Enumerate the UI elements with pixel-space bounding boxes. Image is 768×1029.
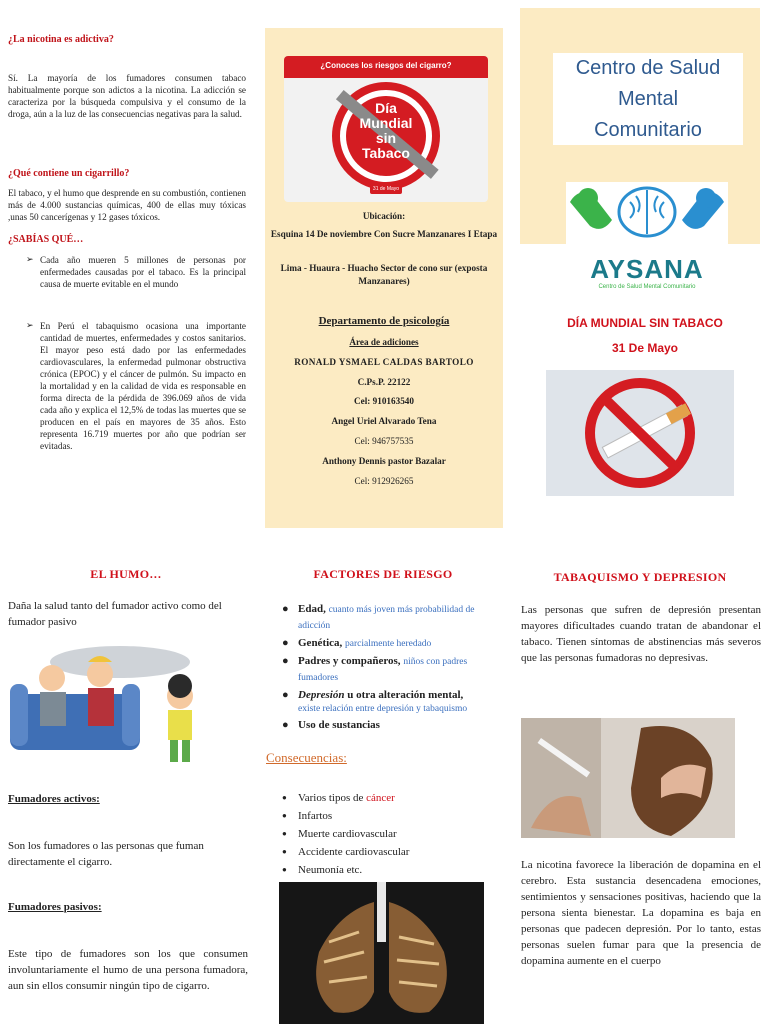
poster-title-line: Mundial (359, 115, 413, 131)
location-label: Ubicación: (362, 211, 406, 221)
lungs-with-cigarettes-icon (279, 882, 484, 1024)
poster-banner: ¿Conoces los riesgos del cigarro? (320, 61, 452, 70)
bullet-dot-icon: ● (282, 637, 289, 649)
logo-subtitle: Centro de Salud Mental Comunitario (598, 284, 696, 290)
risk-factor-note: niños con padres fumadores (298, 657, 468, 683)
active-smokers-label: Fumadores activos: (8, 793, 100, 805)
no-smoking-icon (546, 370, 734, 496)
phone-3: Cel: 912926265 (354, 476, 414, 486)
bullet-dot-icon: ● (282, 811, 287, 820)
area-title: Área de adiciones (349, 337, 419, 347)
risk-factor-name: Padres y compañeros, (298, 655, 401, 667)
center-title-line: Centro de Salud (575, 57, 721, 79)
center-title-line: Comunitario (594, 119, 702, 141)
risk-factor-name: Edad, (298, 603, 326, 615)
phone-1: Cel: 910163540 (354, 396, 414, 406)
member-name-3: Anthony Dennis pastor Bazalar (322, 456, 446, 466)
consequence-item (282, 861, 502, 879)
poster-title-line: Tabaco (362, 145, 410, 161)
aysana-logo (566, 182, 728, 294)
world-no-tobacco-day-poster (284, 56, 488, 202)
smoke-intro: Daña la salud tanto del fumador activo como del fumador pasivo (8, 600, 222, 628)
answer-nicotine: Sí. La mayoría de los fumadores consumen tabaco habitualmente porque son adictos a la nicotina. La adicción se caracteriza por la búsqueda compulsiva y el consumo de la droga, aún a la luz de las consecuencias negativas para la salud. (8, 73, 246, 119)
poster-title-line: Día (375, 100, 397, 116)
consequences-list (282, 789, 502, 879)
did-you-know-heading: ¿SABÍAS QUÉ… (8, 234, 84, 245)
question-nicotine: ¿La nicotina es adictiva? (8, 34, 114, 45)
consequence-highlight: cáncer (366, 792, 395, 804)
brain-logo-icon (566, 182, 728, 262)
consequence-text: Neumonía etc. (298, 864, 363, 876)
sad-smoker-photo-icon (521, 718, 735, 838)
poster-title-line: sin (375, 130, 397, 146)
active-smokers-text: Son los fumadores o las personas que fuman directamente el cigarro. (8, 840, 204, 868)
consequence-text: Accidente cardiovascular (298, 846, 410, 858)
consequence-text: Varios tipos de (298, 792, 364, 804)
depression-text-1: Las personas que sufren de depresión presentan mayores dificultades cuando tratan de abandonar el tabaco. Tienen síntomas de abstinencias más severos que las personas fumadoras no depresivas. (521, 604, 761, 664)
department-title: Departamento de psicología (318, 315, 450, 327)
risk-factor-name: Genética, (298, 637, 343, 649)
event-title: DÍA MUNDIAL SIN TABACO (567, 316, 723, 330)
passive-smoking-illustration (10, 640, 220, 772)
bullet-dot-icon: ● (282, 603, 289, 615)
risk-factor-name: Uso de sustancias (298, 719, 380, 731)
did-you-know-item: Cada año mueren 5 millones de personas por enfermedades causadas por el tabaco. Es la principal causa de muerte evitable en el mundo (40, 255, 246, 289)
did-you-know-item: En Perú el tabaquismo ocasiona una importante cantidad de muertes, enfermedades y costos sanitarios. El mayor peso está dado por las enfermedades cardiovasculares, la enfermedad pulmonar obstructiva crónica (EPOC) y el cáncer de pulmón. Su impacto en la mortalidad y en la calidad de vida es responsable en forma directa de la pérdida de 396.069 años de vida cada año y explica el 12,5% de todas las muertes que se producen en el país en mayores de 35 años. Esto representa 16.719 muertes por año que podrían ser evitadas. (40, 321, 246, 451)
risk-factors-list (282, 601, 507, 735)
poster-date: 31 de Mayo (372, 186, 400, 192)
consequence-text: Muerte cardiovascular (298, 828, 397, 840)
depression-text-2: La nicotina favorece la liberación de dopamina en el cerebro. Esta sustancia desencadena emociones, sentimientos y sensaciones positivas, haciendo que la persona sienta bienestar. La dopamina es baja en personas que padecen depresión. Por lo tanto, estas personas suelen fumar para que la presencia de dopamina aumente en el cuerpo (521, 859, 761, 967)
answer-cigarette: El tabaco, y el humo que desprende en su combustión, contienen más de 4.000 sustancias químicas, 400 de ellas muy tóxicas ,unas 50 cancerígenas y 12 gases tóxicos. (8, 188, 246, 222)
question-cigarette: ¿Qué contiene un cigarrillo? (8, 168, 130, 179)
risk-factor-name-italic: Depresión (298, 689, 345, 701)
family-sofa-illustration (10, 640, 220, 772)
risk-factor-note: cuanto más joven más probabilidad de adicción (298, 605, 475, 631)
bullet-dot-icon: ● (282, 655, 289, 667)
risk-factor-note: existe relación entre depresión y tabaquismo (298, 704, 468, 714)
poster-title (284, 101, 488, 161)
risk-factor-item (282, 653, 507, 685)
risk-factor-item (282, 717, 507, 733)
passive-smokers-text: Este tipo de fumadores son los que consumen involuntariamente el humo de una persona fumadora, aun sin ellos consumir ningún tipo de cigarro. (8, 948, 248, 992)
bullet-dot-icon: ● (282, 847, 287, 856)
consequences-heading: Consecuencias: (266, 750, 347, 765)
risk-factor-name: u otra alteración mental, (347, 689, 464, 701)
bullet-dot-icon: ● (282, 719, 289, 731)
passive-smokers-label: Fumadores pasivos: (8, 901, 102, 913)
consequence-item (282, 843, 502, 861)
consequence-item (282, 807, 502, 825)
risk-factor-item (282, 601, 507, 633)
license-number: C.Ps.P. 22122 (357, 377, 411, 387)
risk-factor-note: parcialmente heredado (345, 639, 432, 649)
arrow-bullet-icon: ➢ (26, 320, 34, 330)
phone-2: Cel: 946757535 (354, 436, 414, 446)
sad-smoker-image (521, 718, 735, 838)
arrow-bullet-icon: ➢ (26, 254, 34, 264)
risk-factor-item (282, 687, 507, 715)
bullet-dot-icon: ● (282, 793, 287, 802)
risk-factors-heading: FACTORES DE RIESGO (313, 567, 453, 581)
risk-factor-item (282, 635, 507, 651)
bullet-dot-icon: ● (282, 865, 287, 874)
smoke-heading: EL HUMO… (90, 567, 162, 581)
bullet-dot-icon: ● (282, 689, 289, 701)
consequence-item (282, 789, 502, 807)
bullet-dot-icon: ● (282, 829, 287, 838)
center-title-box (553, 53, 743, 145)
address-line-1: Esquina 14 De noviembre Con Sucre Manzanares I Etapa (270, 229, 498, 239)
member-name-2: Angel Uriel Alvarado Tena (331, 416, 437, 426)
depression-heading: TABAQUISMO Y DEPRESION (553, 570, 727, 584)
smoker-lungs-image (279, 882, 484, 1024)
no-smoking-image (546, 370, 734, 496)
event-date: 31 De Mayo (611, 341, 679, 355)
consequence-text: Infartos (298, 810, 333, 822)
consequence-item (282, 825, 502, 843)
psychologist-name: RONALD YSMAEL CALDAS BARTOLO (294, 357, 474, 367)
logo-wordmark: AYSANA (590, 254, 704, 284)
address-line-2: Lima - Huaura - Huacho Sector de cono sur (exposta Manzanares) (280, 263, 488, 286)
center-title (553, 53, 743, 146)
center-title-line: Mental (617, 88, 679, 110)
